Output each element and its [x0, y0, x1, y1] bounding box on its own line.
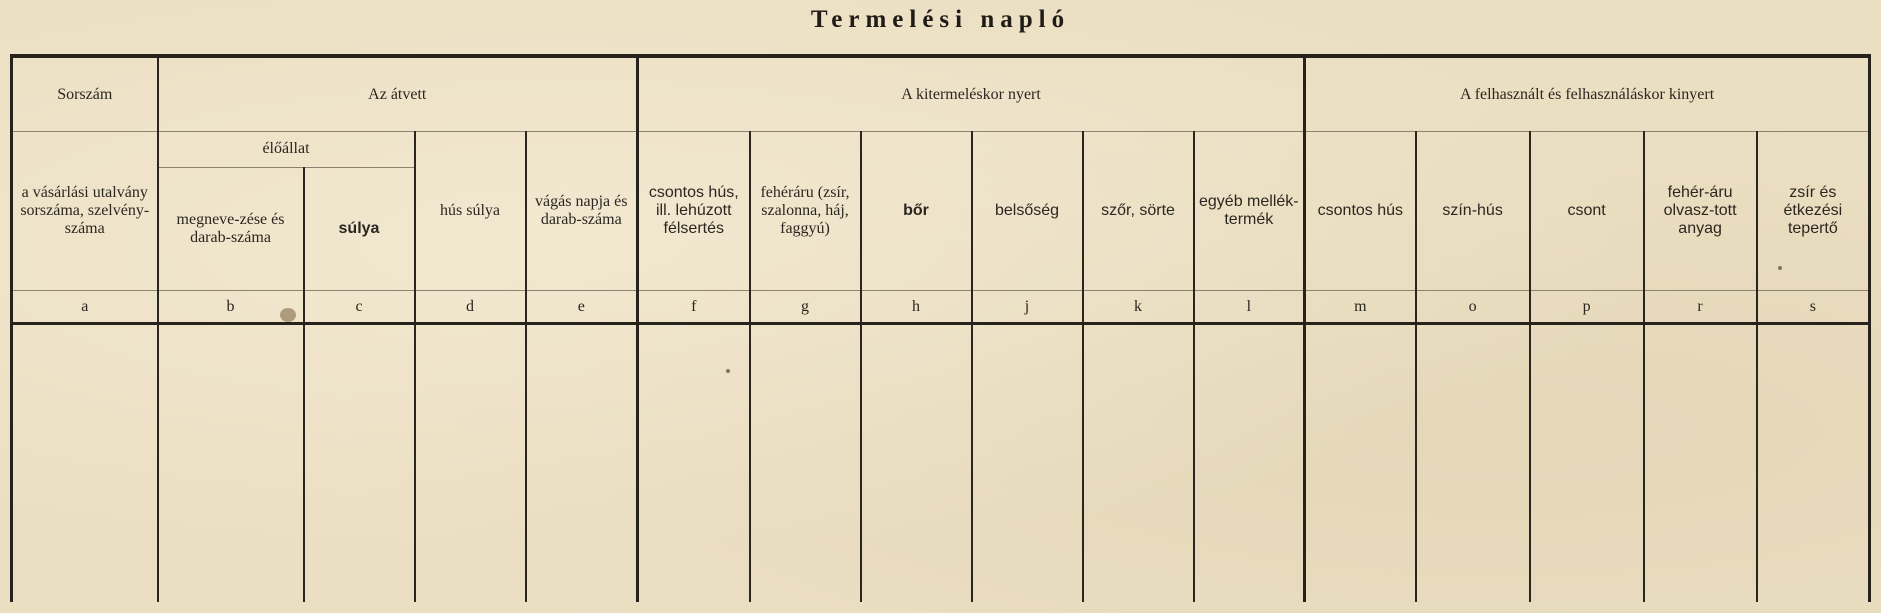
- column-header-c: súlya: [304, 167, 415, 291]
- column-header-j: belsőség: [972, 132, 1083, 291]
- column-header-e: vágás napja és darab-száma: [526, 132, 638, 291]
- column-letter-k: k: [1083, 291, 1194, 323]
- entry-cell-b[interactable]: [158, 323, 304, 602]
- entry-cell-c[interactable]: [304, 323, 415, 602]
- header-az-atvett: Az átvett: [158, 56, 638, 132]
- paper-stain: [280, 308, 296, 322]
- entry-cell-f[interactable]: [638, 323, 750, 602]
- column-header-p: csont: [1530, 132, 1644, 291]
- header-felhasznalt-kinyert: A felhasznált és felhasználáskor kinyert: [1305, 56, 1870, 132]
- column-header-h: bőr: [861, 132, 972, 291]
- entry-cell-a[interactable]: [12, 323, 158, 602]
- entry-cell-m[interactable]: [1305, 323, 1416, 602]
- group-header-row: [12, 56, 1870, 132]
- column-letter-h: h: [861, 291, 972, 323]
- header-sorszam: Sorszám: [12, 56, 158, 132]
- entry-cell-g[interactable]: [750, 323, 861, 602]
- column-letter-l: l: [1194, 291, 1305, 323]
- column-header-a: a vásárlási utalvány sorszáma, szelvény-száma: [12, 132, 158, 291]
- column-letter-o: o: [1416, 291, 1530, 323]
- column-letter-c: c: [304, 291, 415, 323]
- entry-cell-l[interactable]: [1194, 323, 1305, 602]
- ink-speck: [726, 369, 730, 373]
- production-log-table: [10, 54, 1871, 602]
- form-title: Termelési napló: [810, 6, 1071, 33]
- column-letter-d: d: [415, 291, 526, 323]
- column-header-r: fehér-áru olvasz-tott anyag: [1644, 132, 1757, 291]
- column-letter-m: m: [1305, 291, 1416, 323]
- entry-cell-d[interactable]: [415, 323, 526, 602]
- entry-cell-p[interactable]: [1530, 323, 1644, 602]
- entry-cell-k[interactable]: [1083, 323, 1194, 602]
- ink-speck: [1778, 266, 1782, 270]
- entry-cell-s[interactable]: [1757, 323, 1870, 602]
- column-header-o: szín-hús: [1416, 132, 1530, 291]
- column-letter-s: s: [1757, 291, 1870, 323]
- subheader-elollat: élőállat: [158, 132, 415, 168]
- column-header-f: csontos hús, ill. lehúzott félsertés: [638, 132, 750, 291]
- column-header-l: egyéb mellék-termék: [1194, 132, 1305, 291]
- column-header-s: zsír és étkezési tepertő: [1757, 132, 1870, 291]
- subgroup-header-row: [12, 132, 1870, 168]
- column-letter-j: j: [972, 291, 1083, 323]
- column-letter-e: e: [526, 291, 638, 323]
- column-header-d: hús súlya: [415, 132, 526, 291]
- column-header-m: csontos hús: [1305, 132, 1416, 291]
- column-header-g: fehéráru (zsír, szalonna, háj, faggyú): [750, 132, 861, 291]
- entry-row: [12, 323, 1870, 602]
- column-letter-r: r: [1644, 291, 1757, 323]
- column-letter-p: p: [1530, 291, 1644, 323]
- entry-cell-o[interactable]: [1416, 323, 1530, 602]
- column-letter-a: a: [12, 291, 158, 323]
- column-letter-b: b: [158, 291, 304, 323]
- column-letter-g: g: [750, 291, 861, 323]
- entry-cell-e[interactable]: [526, 323, 638, 602]
- entry-cell-r[interactable]: [1644, 323, 1757, 602]
- column-letter-f: f: [638, 291, 750, 323]
- entry-cell-h[interactable]: [861, 323, 972, 602]
- entry-cell-j[interactable]: [972, 323, 1083, 602]
- header-kitermeleskor-nyert: A kitermeléskor nyert: [638, 56, 1305, 132]
- column-header-k: szőr, sörte: [1083, 132, 1194, 291]
- column-header-b: megneve-zése és darab-száma: [158, 167, 304, 291]
